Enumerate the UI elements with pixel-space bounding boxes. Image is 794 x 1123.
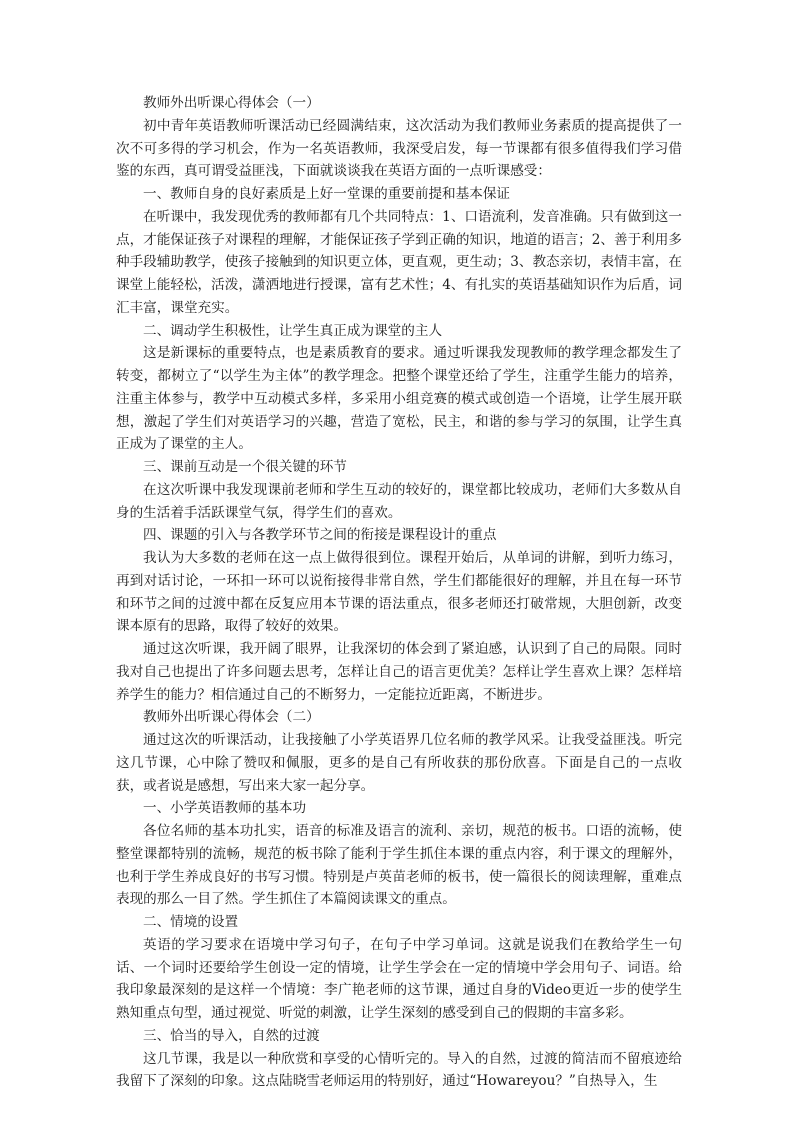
section-heading: 二、调动学生积极性，让学生真正成为课堂的主人 [143, 322, 443, 339]
section-heading: 一、教师自身的良好素质是上好一堂课的重要前提和基本保证 [143, 186, 511, 202]
paragraph: 英语的学习要求在语境中学习句子，在句子中学习单词。这就是说我们在教给学生一句话、一个词时还要给学生创设一定的情境，让学生学会在一定的情境中学会用句子、词语。给我印象最深刻的是这样一个情境：李广艳老师的这节课，通过自身的Video更近一步的使学生熟知重点句型，通过视觉、听觉的刺激，让学生深刻的感受到自己的假期的丰富多彩。 [116, 936, 682, 1021]
section-heading: 三、恰当的导入，自然的过渡 [143, 1027, 320, 1044]
paragraph: 这是新课标的重要特点，也是素质教育的要求。通过听课我发现教师的教学理念都发生了转变，都树立了“以学生为主体”的教学理念。把整个课堂还给了学生，注重学生能力的培养，注重主体参与，教学中互动模式多样，多采用小组竞赛的模式或创造一个语境，让学生展开联想，激起了学生们对英语学习的兴趣，营造了宽松，民主，和谐的参与学习的氛围，让学生真正成为了课堂的主人。 [116, 345, 682, 453]
paragraph: 这几节课，我是以一种欣赏和享受的心情听完的。导入的自然，过渡的简洁而不留痕迹给我留下了深刻的印象。这点陆晓雪老师运用的特别好，通过“Howareyou？”自热导入，生 [116, 1050, 682, 1090]
paragraph: 初中青年英语教师听课活动已经圆满结束，这次活动为我们教师业务素质的提高提供了一次不可多得的学习机会，作为一名英语教师，我深受启发，每一节课都有很多值得我们学习借鉴的东西，真可谓受益匪浅，下面就谈谈我在英语方面的一点听课感受： [116, 117, 682, 180]
essay-title-2: 教师外出听课心得体会（二） [143, 709, 320, 726]
document-body [116, 92, 682, 1093]
essay-title-1: 教师外出听课心得体会（一） [143, 95, 320, 111]
paragraph: 在这次听课中我发现课前老师和学生互动的较好的，课堂都比较成功，老师们大多数从自身的生活着手活跃课堂气氛，得学生们的喜欢。 [116, 481, 682, 521]
paragraph: 我认为大多数的老师在这一点上做得很到位。课程开始后，从单词的讲解，到听力练习，再到对话讨论，一环扣一环可以说衔接得非常自然，学生们都能很好的理解，并且在每一环节和环节之间的过渡中都在反复应用本节课的语法重点，很多老师还打破常规，大胆创新，改变课本原有的思路，取得了较好的效果。 [116, 550, 682, 635]
section-heading: 四、课题的引入与各教学环节之间的衔接是课程设计的重点 [143, 527, 497, 544]
section-heading: 二、情境的设置 [143, 914, 239, 930]
paragraph: 各位名师的基本功扎实，语音的标准及语言的流利、亲切，规范的板书。口语的流畅，使整堂课都特别的流畅，规范的板书除了能利于学生抓住本课的重点内容，利于课文的理解外，也利于学生养成良好的书写习惯。特别是卢英苗老师的板书，使一篇很长的阅读理解，重难点表现的那么一目了然。学生抓住了本篇阅读课文的重点。 [116, 823, 682, 908]
section-heading: 三、课前互动是一个很关键的环节 [143, 459, 347, 475]
section-heading: 一、小学英语教师的基本功 [143, 800, 307, 817]
paragraph: 在听课中，我发现优秀的教师都有几个共同特点：1、口语流利，发音准确。只有做到这一点，才能保证孩子对课程的理解，才能保证孩子学到正确的知识，地道的语言；2、善于利用多种手段辅助教学，使孩子接触到的知识更立体，更直观，更生动；3、教态亲切，表情丰富，在课堂上能轻松，活泼，潇洒地进行授课，富有艺术性；4、有扎实的英语基础知识作为后盾，词汇丰富，课堂充实。 [116, 208, 682, 316]
paragraph: 通过这次的听课活动，让我接触了小学英语界几位名师的教学风采。让我受益匪浅。听完这几节课，心中除了赞叹和佩服，更多的是自己有所收获的那份欣喜。下面是自己的一点收获，或者说是感想，写出来大家一起分享。 [116, 732, 682, 794]
paragraph: 通过这次听课，我开阔了眼界，让我深切的体会到了紧迫感，认识到了自己的局限。同时我对自己也提出了许多问题去思考，怎样让自己的语言更优美？怎样让学生喜欢上课？怎样培养学生的能力？相信通过自己的不断努力，一定能拉近距离，不断进步。 [116, 641, 682, 703]
